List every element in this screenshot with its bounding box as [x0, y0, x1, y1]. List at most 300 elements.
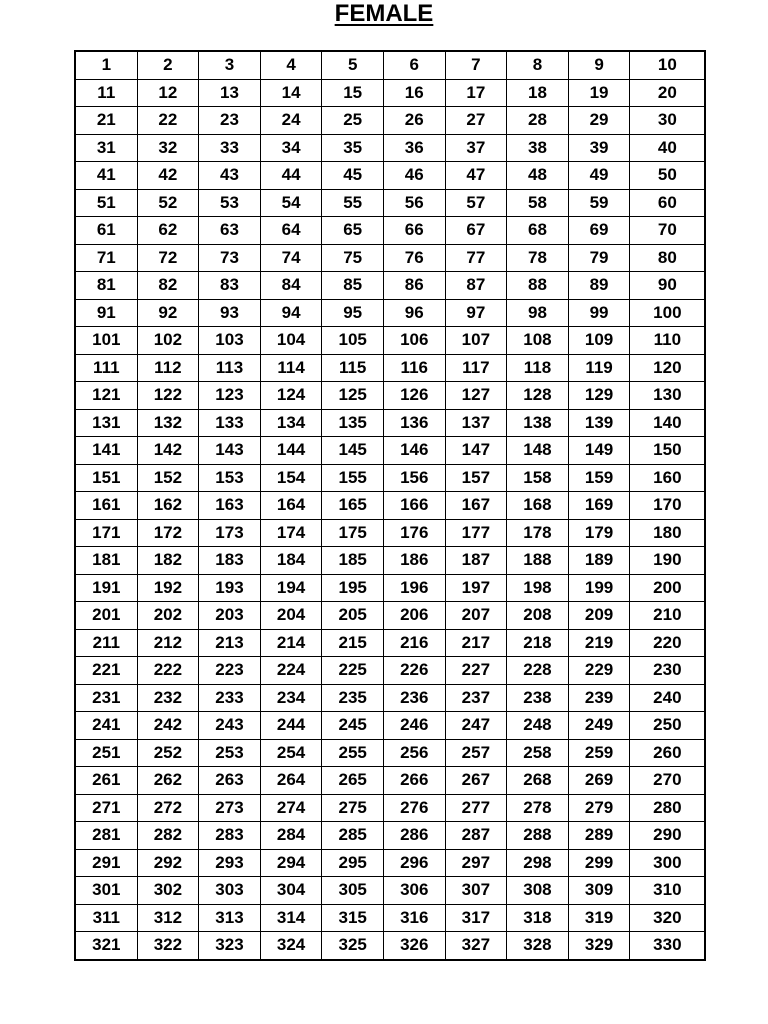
- table-cell: 122: [137, 382, 199, 410]
- table-cell: 152: [137, 464, 199, 492]
- table-cell: 274: [260, 794, 322, 822]
- table-cell: 217: [445, 629, 507, 657]
- table-cell: 181: [75, 547, 137, 575]
- table-cell: 107: [445, 327, 507, 355]
- table-cell: 271: [75, 794, 137, 822]
- table-cell: 210: [630, 602, 706, 630]
- table-cell: 77: [445, 244, 507, 272]
- table-cell: 323: [199, 932, 261, 960]
- table-cell: 25: [322, 107, 384, 135]
- table-cell: 148: [507, 437, 569, 465]
- table-cell: 67: [445, 217, 507, 245]
- table-cell: 240: [630, 684, 706, 712]
- table-cell: 201: [75, 602, 137, 630]
- table-cell: 3: [199, 51, 261, 79]
- table-cell: 105: [322, 327, 384, 355]
- table-cell: 315: [322, 904, 384, 932]
- table-row: [75, 877, 705, 905]
- table-cell: 72: [137, 244, 199, 272]
- table-cell: 312: [137, 904, 199, 932]
- page-title: [0, 0, 768, 30]
- table-cell: 252: [137, 739, 199, 767]
- table-cell: 279: [568, 794, 630, 822]
- table-cell: 32: [137, 134, 199, 162]
- table-cell: 10: [630, 51, 706, 79]
- table-cell: 115: [322, 354, 384, 382]
- table-cell: 169: [568, 492, 630, 520]
- table-cell: 97: [445, 299, 507, 327]
- table-cell: 7: [445, 51, 507, 79]
- table-cell: 307: [445, 877, 507, 905]
- table-cell: 166: [383, 492, 445, 520]
- table-cell: 216: [383, 629, 445, 657]
- table-cell: 136: [383, 409, 445, 437]
- table-cell: 21: [75, 107, 137, 135]
- table-row: [75, 464, 705, 492]
- table-cell: 167: [445, 492, 507, 520]
- table-cell: 270: [630, 767, 706, 795]
- table-cell: 265: [322, 767, 384, 795]
- table-cell: 242: [137, 712, 199, 740]
- table-cell: 147: [445, 437, 507, 465]
- table-cell: 135: [322, 409, 384, 437]
- table-cell: 91: [75, 299, 137, 327]
- table-cell: 53: [199, 189, 261, 217]
- table-cell: 286: [383, 822, 445, 850]
- table-cell: 65: [322, 217, 384, 245]
- table-cell: 8: [507, 51, 569, 79]
- table-cell: 87: [445, 272, 507, 300]
- table-cell: 290: [630, 822, 706, 850]
- table-cell: 99: [568, 299, 630, 327]
- table-cell: 225: [322, 657, 384, 685]
- table-cell: 262: [137, 767, 199, 795]
- table-cell: 168: [507, 492, 569, 520]
- table-cell: 49: [568, 162, 630, 190]
- table-cell: 221: [75, 657, 137, 685]
- table-cell: 233: [199, 684, 261, 712]
- table-row: [75, 51, 705, 79]
- table-cell: 259: [568, 739, 630, 767]
- table-cell: 56: [383, 189, 445, 217]
- table-cell: 319: [568, 904, 630, 932]
- table-cell: 58: [507, 189, 569, 217]
- table-cell: 170: [630, 492, 706, 520]
- table-cell: 220: [630, 629, 706, 657]
- table-cell: 113: [199, 354, 261, 382]
- table-cell: 4: [260, 51, 322, 79]
- table-cell: 266: [383, 767, 445, 795]
- table-cell: 117: [445, 354, 507, 382]
- table-cell: 245: [322, 712, 384, 740]
- table-cell: 185: [322, 547, 384, 575]
- table-cell: 13: [199, 79, 261, 107]
- table-cell: 16: [383, 79, 445, 107]
- table-cell: 200: [630, 574, 706, 602]
- table-cell: 289: [568, 822, 630, 850]
- table-cell: 295: [322, 849, 384, 877]
- table-cell: 241: [75, 712, 137, 740]
- table-cell: 70: [630, 217, 706, 245]
- table-cell: 229: [568, 657, 630, 685]
- table-cell: 305: [322, 877, 384, 905]
- table-row: [75, 162, 705, 190]
- table-cell: 194: [260, 574, 322, 602]
- table-cell: 43: [199, 162, 261, 190]
- table-cell: 31: [75, 134, 137, 162]
- table-cell: 69: [568, 217, 630, 245]
- table-cell: 138: [507, 409, 569, 437]
- table-cell: 321: [75, 932, 137, 960]
- table-cell: 177: [445, 519, 507, 547]
- table-cell: 92: [137, 299, 199, 327]
- table-row: [75, 354, 705, 382]
- table-row: [75, 217, 705, 245]
- table-cell: 187: [445, 547, 507, 575]
- table-cell: 214: [260, 629, 322, 657]
- table-cell: 258: [507, 739, 569, 767]
- table-cell: 273: [199, 794, 261, 822]
- table-cell: 291: [75, 849, 137, 877]
- table-cell: 51: [75, 189, 137, 217]
- table-cell: 320: [630, 904, 706, 932]
- table-cell: 280: [630, 794, 706, 822]
- table-cell: 82: [137, 272, 199, 300]
- table-cell: 204: [260, 602, 322, 630]
- table-cell: 164: [260, 492, 322, 520]
- table-cell: 88: [507, 272, 569, 300]
- table-cell: 208: [507, 602, 569, 630]
- table-cell: 127: [445, 382, 507, 410]
- table-cell: 293: [199, 849, 261, 877]
- table-cell: 20: [630, 79, 706, 107]
- table-cell: 161: [75, 492, 137, 520]
- table-row: [75, 547, 705, 575]
- table-cell: 188: [507, 547, 569, 575]
- table-cell: 38: [507, 134, 569, 162]
- table-cell: 184: [260, 547, 322, 575]
- table-cell: 196: [383, 574, 445, 602]
- table-cell: 171: [75, 519, 137, 547]
- table-cell: 276: [383, 794, 445, 822]
- table-row: [75, 767, 705, 795]
- table-cell: 288: [507, 822, 569, 850]
- table-cell: 209: [568, 602, 630, 630]
- table-cell: 48: [507, 162, 569, 190]
- table-cell: 24: [260, 107, 322, 135]
- table-cell: 281: [75, 822, 137, 850]
- table-row: [75, 602, 705, 630]
- table-row: [75, 437, 705, 465]
- table-row: [75, 189, 705, 217]
- table-cell: 261: [75, 767, 137, 795]
- table-cell: 149: [568, 437, 630, 465]
- table-cell: 211: [75, 629, 137, 657]
- page-title-text: FEMALE: [334, 0, 434, 27]
- table-cell: 294: [260, 849, 322, 877]
- table-cell: 175: [322, 519, 384, 547]
- table-row: [75, 822, 705, 850]
- table-cell: 247: [445, 712, 507, 740]
- table-cell: 140: [630, 409, 706, 437]
- table-row: [75, 79, 705, 107]
- table-cell: 203: [199, 602, 261, 630]
- table-cell: 318: [507, 904, 569, 932]
- table-cell: 11: [75, 79, 137, 107]
- table-cell: 243: [199, 712, 261, 740]
- table-cell: 228: [507, 657, 569, 685]
- table-cell: 199: [568, 574, 630, 602]
- table-cell: 52: [137, 189, 199, 217]
- table-cell: 160: [630, 464, 706, 492]
- table-cell: 296: [383, 849, 445, 877]
- table-cell: 249: [568, 712, 630, 740]
- table-cell: 101: [75, 327, 137, 355]
- table-cell: 18: [507, 79, 569, 107]
- table-cell: 62: [137, 217, 199, 245]
- table-cell: 191: [75, 574, 137, 602]
- table-cell: 86: [383, 272, 445, 300]
- table-cell: 27: [445, 107, 507, 135]
- table-cell: 159: [568, 464, 630, 492]
- table-cell: 190: [630, 547, 706, 575]
- table-cell: 325: [322, 932, 384, 960]
- table-cell: 74: [260, 244, 322, 272]
- table-cell: 60: [630, 189, 706, 217]
- table-cell: 76: [383, 244, 445, 272]
- table-cell: 114: [260, 354, 322, 382]
- table-cell: 5: [322, 51, 384, 79]
- table-row: [75, 272, 705, 300]
- table-cell: 96: [383, 299, 445, 327]
- table-cell: 198: [507, 574, 569, 602]
- table-row: [75, 409, 705, 437]
- table-cell: 79: [568, 244, 630, 272]
- table-cell: 162: [137, 492, 199, 520]
- table-cell: 182: [137, 547, 199, 575]
- table-cell: 327: [445, 932, 507, 960]
- table-cell: 17: [445, 79, 507, 107]
- table-cell: 100: [630, 299, 706, 327]
- table-cell: 257: [445, 739, 507, 767]
- table-cell: 40: [630, 134, 706, 162]
- table-cell: 121: [75, 382, 137, 410]
- table-cell: 83: [199, 272, 261, 300]
- table-cell: 28: [507, 107, 569, 135]
- table-cell: 302: [137, 877, 199, 905]
- table-cell: 306: [383, 877, 445, 905]
- table-cell: 180: [630, 519, 706, 547]
- table-cell: 118: [507, 354, 569, 382]
- table-cell: 300: [630, 849, 706, 877]
- table-cell: 260: [630, 739, 706, 767]
- table-cell: 71: [75, 244, 137, 272]
- table-cell: 192: [137, 574, 199, 602]
- table-cell: 66: [383, 217, 445, 245]
- table-cell: 110: [630, 327, 706, 355]
- table-cell: 154: [260, 464, 322, 492]
- table-cell: 215: [322, 629, 384, 657]
- table-cell: 150: [630, 437, 706, 465]
- table-cell: 64: [260, 217, 322, 245]
- table-cell: 145: [322, 437, 384, 465]
- table-cell: 285: [322, 822, 384, 850]
- table-cell: 42: [137, 162, 199, 190]
- table-cell: 93: [199, 299, 261, 327]
- table-cell: 75: [322, 244, 384, 272]
- table-cell: 39: [568, 134, 630, 162]
- table-cell: 12: [137, 79, 199, 107]
- table-cell: 277: [445, 794, 507, 822]
- table-row: [75, 327, 705, 355]
- table-cell: 193: [199, 574, 261, 602]
- table-cell: 85: [322, 272, 384, 300]
- table-cell: 151: [75, 464, 137, 492]
- table-cell: 176: [383, 519, 445, 547]
- table-cell: 248: [507, 712, 569, 740]
- table-cell: 255: [322, 739, 384, 767]
- table-cell: 45: [322, 162, 384, 190]
- table-cell: 253: [199, 739, 261, 767]
- table-cell: 30: [630, 107, 706, 135]
- table-row: [75, 657, 705, 685]
- table-row: [75, 684, 705, 712]
- table-cell: 202: [137, 602, 199, 630]
- table-cell: 272: [137, 794, 199, 822]
- table-cell: 142: [137, 437, 199, 465]
- table-cell: 230: [630, 657, 706, 685]
- table-cell: 183: [199, 547, 261, 575]
- table-row: [75, 134, 705, 162]
- table-row: [75, 574, 705, 602]
- table-cell: 251: [75, 739, 137, 767]
- table-cell: 322: [137, 932, 199, 960]
- table-cell: 269: [568, 767, 630, 795]
- table-cell: 222: [137, 657, 199, 685]
- table-cell: 50: [630, 162, 706, 190]
- table-cell: 212: [137, 629, 199, 657]
- table-cell: 78: [507, 244, 569, 272]
- table-cell: 287: [445, 822, 507, 850]
- table-cell: 14: [260, 79, 322, 107]
- table-cell: 132: [137, 409, 199, 437]
- table-cell: 59: [568, 189, 630, 217]
- table-cell: 1: [75, 51, 137, 79]
- table-cell: 213: [199, 629, 261, 657]
- table-cell: 156: [383, 464, 445, 492]
- table-cell: 133: [199, 409, 261, 437]
- table-cell: 146: [383, 437, 445, 465]
- table-cell: 6: [383, 51, 445, 79]
- table-cell: 206: [383, 602, 445, 630]
- table-cell: 131: [75, 409, 137, 437]
- table-cell: 330: [630, 932, 706, 960]
- table-cell: 231: [75, 684, 137, 712]
- table-row: [75, 794, 705, 822]
- table-cell: 250: [630, 712, 706, 740]
- table-cell: 163: [199, 492, 261, 520]
- table-cell: 223: [199, 657, 261, 685]
- table-cell: 124: [260, 382, 322, 410]
- table-row: [75, 492, 705, 520]
- table-cell: 33: [199, 134, 261, 162]
- table-row: [75, 382, 705, 410]
- table-cell: 234: [260, 684, 322, 712]
- table-cell: 324: [260, 932, 322, 960]
- table-cell: 189: [568, 547, 630, 575]
- table-cell: 238: [507, 684, 569, 712]
- table-cell: 227: [445, 657, 507, 685]
- table-cell: 157: [445, 464, 507, 492]
- table-cell: 94: [260, 299, 322, 327]
- table-cell: 186: [383, 547, 445, 575]
- table-cell: 57: [445, 189, 507, 217]
- table-cell: 23: [199, 107, 261, 135]
- table-cell: 236: [383, 684, 445, 712]
- table-cell: 303: [199, 877, 261, 905]
- table-cell: 41: [75, 162, 137, 190]
- table-cell: 109: [568, 327, 630, 355]
- table-cell: 308: [507, 877, 569, 905]
- table-cell: 9: [568, 51, 630, 79]
- table-cell: 46: [383, 162, 445, 190]
- table-cell: 26: [383, 107, 445, 135]
- table-cell: 144: [260, 437, 322, 465]
- table-cell: 219: [568, 629, 630, 657]
- table-cell: 106: [383, 327, 445, 355]
- table-cell: 80: [630, 244, 706, 272]
- table-cell: 173: [199, 519, 261, 547]
- table-cell: 89: [568, 272, 630, 300]
- table-cell: 15: [322, 79, 384, 107]
- table-cell: 84: [260, 272, 322, 300]
- table-cell: 172: [137, 519, 199, 547]
- table-cell: 165: [322, 492, 384, 520]
- table-row: [75, 244, 705, 272]
- table-cell: 235: [322, 684, 384, 712]
- table-cell: 54: [260, 189, 322, 217]
- table-cell: 317: [445, 904, 507, 932]
- table-row: [75, 932, 705, 960]
- table-cell: 326: [383, 932, 445, 960]
- table-row: [75, 107, 705, 135]
- table-row: [75, 739, 705, 767]
- table-cell: 268: [507, 767, 569, 795]
- table-row: [75, 629, 705, 657]
- table-cell: 244: [260, 712, 322, 740]
- table-cell: 2: [137, 51, 199, 79]
- table-cell: 311: [75, 904, 137, 932]
- table-cell: 143: [199, 437, 261, 465]
- table-cell: 197: [445, 574, 507, 602]
- table-cell: 37: [445, 134, 507, 162]
- table-cell: 263: [199, 767, 261, 795]
- table-cell: 129: [568, 382, 630, 410]
- table-cell: 123: [199, 382, 261, 410]
- table-cell: 36: [383, 134, 445, 162]
- table-cell: 226: [383, 657, 445, 685]
- table-cell: 119: [568, 354, 630, 382]
- table-cell: 103: [199, 327, 261, 355]
- table-cell: 158: [507, 464, 569, 492]
- table-cell: 264: [260, 767, 322, 795]
- table-row: [75, 849, 705, 877]
- table-cell: 328: [507, 932, 569, 960]
- table-cell: 237: [445, 684, 507, 712]
- table-cell: 283: [199, 822, 261, 850]
- table-cell: 73: [199, 244, 261, 272]
- table-cell: 298: [507, 849, 569, 877]
